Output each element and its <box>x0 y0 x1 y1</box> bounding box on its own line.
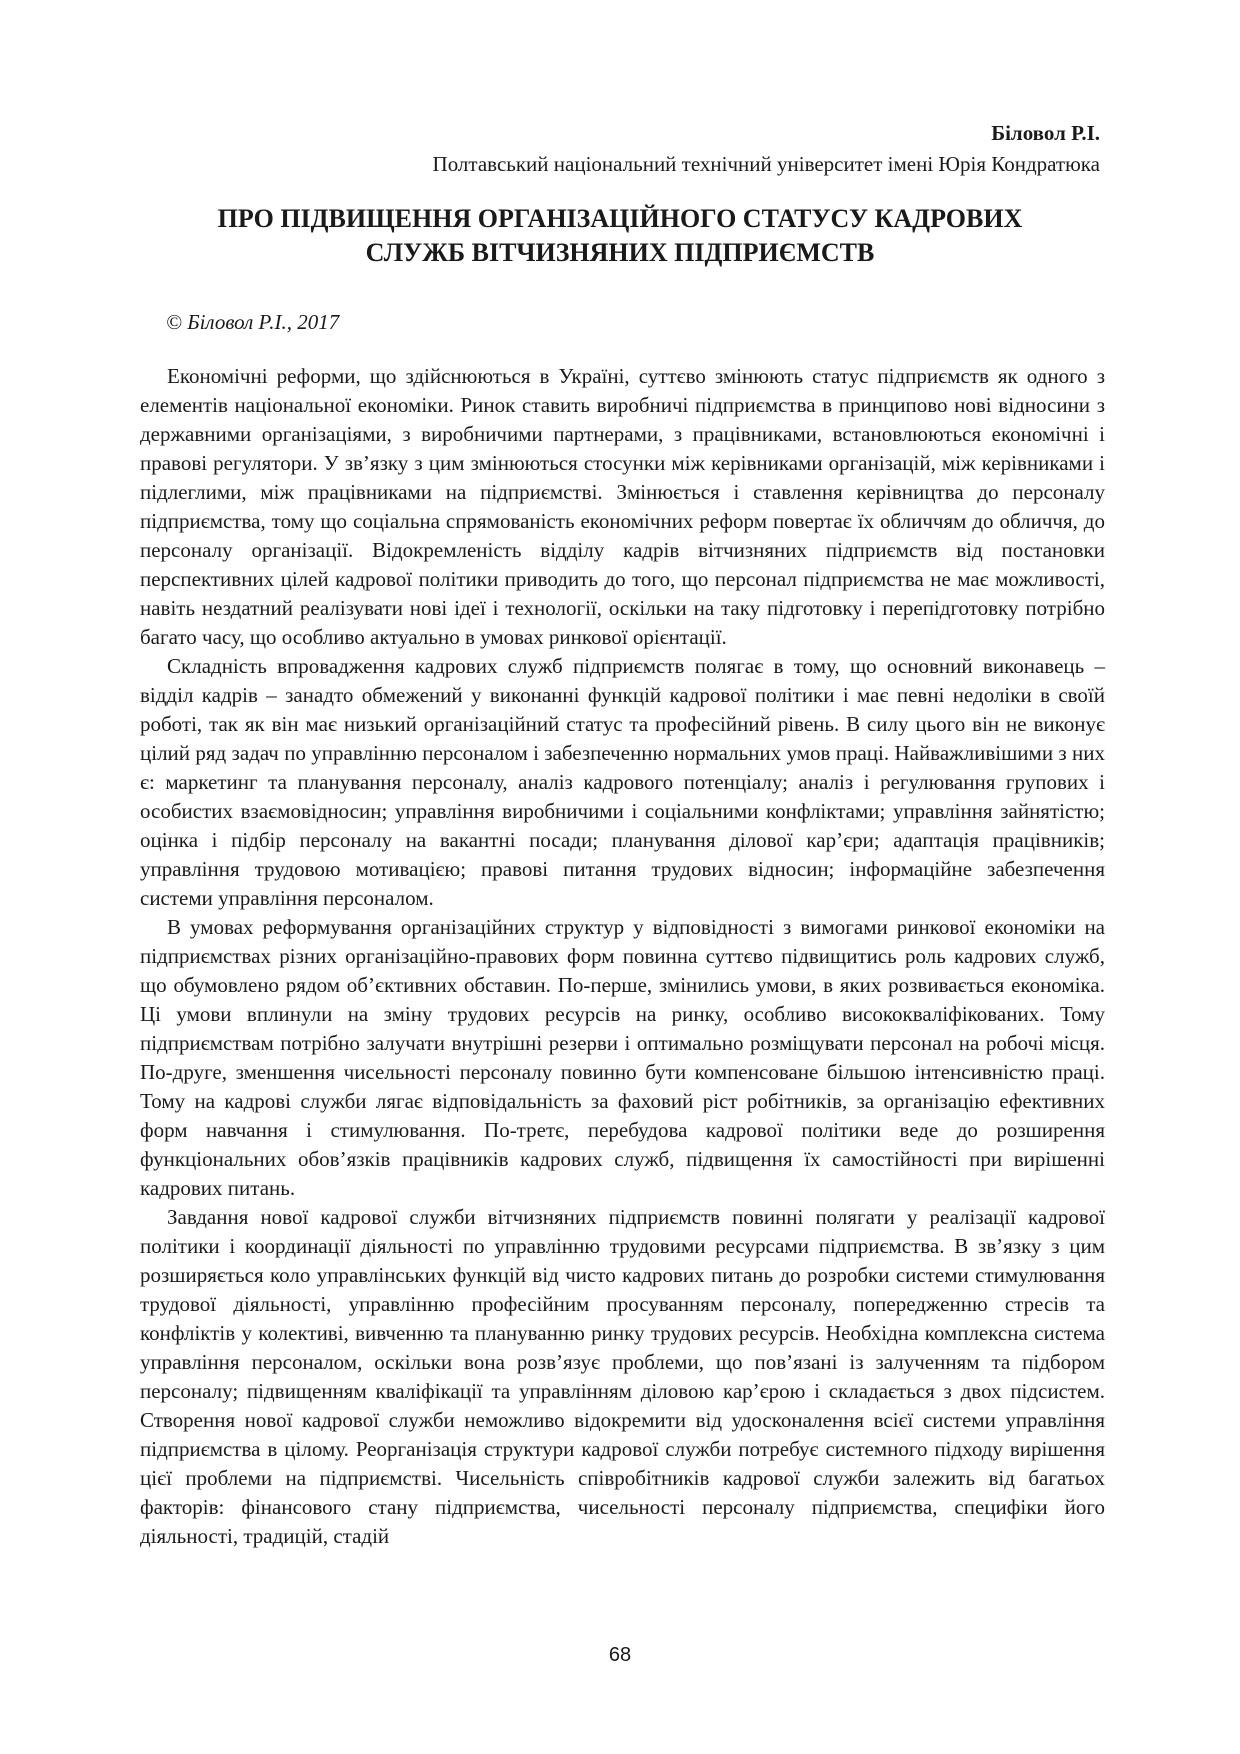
body-paragraph: Економічні реформи, що здійснюються в Україні, суттєво змінюють статус підприємств як одного з елементів національної економіки. Ринок ставить виробничі підприємства в принципово нові відносини з державними організаціями, з виробничими партнерами, з працівниками, встановлюються економічні і правові регулятори. У зв’язку з цим змінюються стосунки між керівниками організацій, між керівниками і підлеглими, між працівниками на підприємстві. Змінюється і ставлення керівництва до персоналу підприємства, тому що соціальна спрямованість економічних реформ повертає їх обличчям до обличчя, до персоналу організації. Відокремленість відділу кадрів вітчизняних підприємств від постановки перспективних цілей кадрової політики приводить до того, що персонал підприємства не має можливості, навіть нездатний реалізувати нові ідеї і технології, оскільки на таку підготовку і перепідготовку потрібно багато часу, що особливо актуально в умовах ринкової орієнтації. <box>140 364 1105 649</box>
article-title-line-2: СЛУЖБ ВІТЧИЗНЯНИХ ПІДПРИЄМСТВ <box>365 238 875 267</box>
body-paragraph: Завдання нової кадрової служби вітчизняних підприємств повинні полягати у реалізації кадрової політики і координації діяльності по управлінню трудовими ресурсами підприємства. В зв’язку з цим розширяється коло управлінських функцій від чисто кадрових питань до розробки системи стимулювання трудової діяльності, управлінню професійним просуванням персоналу, попередженню стресів та конфліктів у колективі, вивченню та плануванню ринку трудових ресурсів. Необхідна комплексна система управління персоналом, оскільки вона розв’язує проблеми, що пов’язані із залученням та підбором персоналу; підвищенням кваліфікації та управлінням діловою кар’єрою і складається з двох підсистем. Створення нової кадрової служби неможливо відокремити від удосконалення всієї системи управління підприємства в цілому. Реорганізація структури кадрової служби потребує системного підходу вирішення цієї проблеми на підприємстві. Чисельність співробітників кадрової служби залежить від багатьох факторів: фінансового стану підприємства, чисельності персоналу підприємства, специфіки його діяльності, традицій, стадій <box>140 1205 1105 1548</box>
author-affiliation: Полтавський національний технічний університет імені Юрія Кондратюка <box>432 152 1100 176</box>
article-body <box>140 362 1105 1551</box>
article-title-line-1: ПРО ПІДВИЩЕННЯ ОРГАНІЗАЦІЙНОГО СТАТУСУ КАДРОВИХ <box>217 204 1023 233</box>
body-paragraph: Складність впровадження кадрових служб підприємств полягає в тому, що основний виконавець – відділ кадрів – занадто обмежений у виконанні функцій кадрової політики і має певні недоліки в своїй роботі, так як він має низький організаційний статус та професійний рівень. В силу цього він не виконує цілий ряд задач по управлінню персоналом і забезпеченню нормальних умов праці. Найважливішими з них є: маркетинг та планування персоналу, аналіз кадрового потенціалу; аналіз і регулювання групових і особистих взаємовідносин; управління виробничими і соціальними конфліктами; управління зайнятістю; оцінка і підбір персоналу на вакантні посади; планування ділової кар’єри; адаптація працівників; управління трудовою мотивацією; правові питання трудових відносин; інформаційне забезпечення системи управління персоналом. <box>140 654 1105 910</box>
page-number: 68 <box>608 1644 632 1666</box>
author-block <box>433 118 1100 180</box>
author-name: Біловол Р.І. <box>991 121 1100 145</box>
body-paragraph: В умовах реформування організаційних структур у відповідності з вимогами ринкової економіки на підприємствах різних організаційно-правових форм повинна суттєво підвищитись роль кадрових служб, що обумовлено рядом об’єктивних обставин. По-перше, змінились умови, в яких розвивається економіка. Ці умови вплинули на зміну трудових ресурсів на ринку, особливо висококваліфікованих. Тому підприємствам потрібно залучати внутрішні резерви і оптимально розміщувати персонал на робочі місця. По-друге, зменшення чисельності персоналу повинно бути компенсоване більшою інтенсивністю праці. Тому на кадрові служби лягає відповідальність за фаховий ріст робітників, за організацію ефективних форм навчання і стимулювання. По-третє, перебудова кадрової політики веде до розширення функціональних обов’язків працівників кадрових служб, підвищення їх самостійності при вирішенні кадрових питань. <box>140 915 1105 1200</box>
article-title <box>140 202 1100 270</box>
copyright-line: © Біловол Р.І., 2017 <box>166 310 340 334</box>
